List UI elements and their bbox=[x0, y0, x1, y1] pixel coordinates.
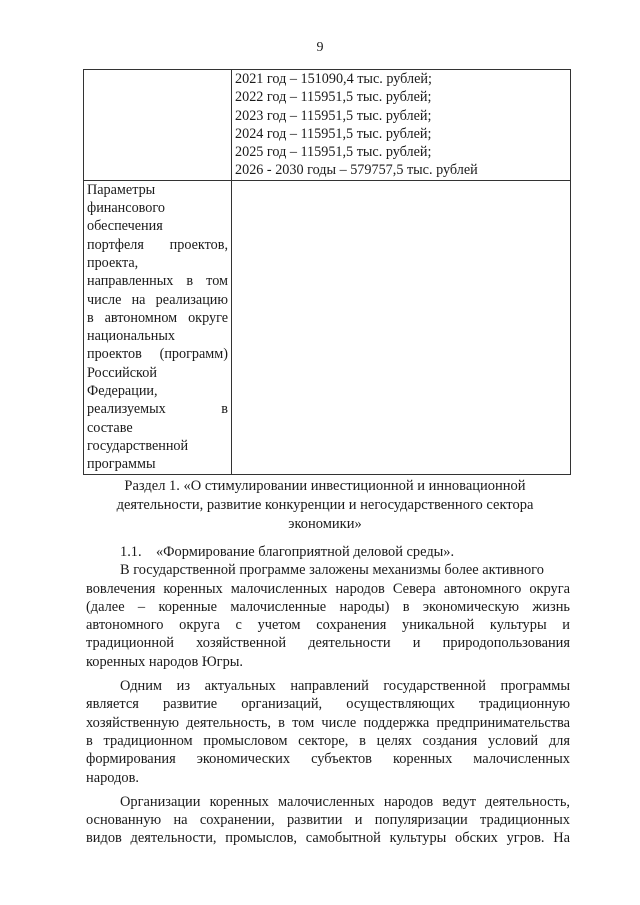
paragraph-line: автономного округа с учетом сохранения уникальной культуры и bbox=[86, 617, 570, 634]
table-cell-empty bbox=[84, 70, 232, 181]
financing-line: 2026 - 2030 годы – 579757,5 тыс. рублей bbox=[235, 162, 478, 179]
financing-line: 2023 год – 115951,5 тыс. рублей; bbox=[235, 107, 432, 124]
param-label-line: программы bbox=[87, 456, 156, 473]
financing-line: 2025 год – 115951,5 тыс. рублей; bbox=[235, 144, 432, 161]
paragraph-line: (далее – коренные малочисленные народы) в экономическую жизнь bbox=[86, 598, 570, 615]
paragraph-line: В государственной программе заложены механизмы более активного bbox=[120, 562, 544, 579]
param-label-line: Российской bbox=[87, 364, 157, 381]
paragraph-line: коренных народов Югры. bbox=[86, 653, 244, 670]
param-label-line: числе на реализацию bbox=[87, 291, 228, 308]
param-label-line: обеспечения bbox=[87, 218, 163, 235]
param-label-line: проектов (программ) bbox=[87, 346, 228, 363]
paragraph bbox=[86, 793, 570, 848]
paragraph-line: вовлечения коренных малочисленных народов Севера автономного округа bbox=[86, 580, 570, 597]
param-label-line: проекта, bbox=[87, 254, 139, 271]
paragraph-line: Одним из актуальных направлений государственной программы bbox=[120, 678, 570, 695]
financing-line: 2024 год – 115951,5 тыс. рублей; bbox=[235, 125, 432, 142]
program-parameters-table bbox=[83, 69, 571, 475]
financing-line: 2021 год – 151090,4 тыс. рублей; bbox=[235, 71, 432, 87]
param-label-line: направленных в том bbox=[87, 273, 228, 290]
section-title-line: экономики» bbox=[288, 516, 362, 532]
param-label-cell bbox=[84, 180, 232, 474]
paragraph-line: народов. bbox=[86, 769, 139, 786]
param-label-line: реализуемых в bbox=[87, 401, 228, 418]
param-label-line: государственной bbox=[87, 437, 189, 454]
paragraph-line: Организации коренных малочисленных народов ведут деятельность, bbox=[120, 793, 570, 810]
paragraph bbox=[86, 561, 570, 671]
param-label-line: в автономном округе bbox=[87, 309, 228, 326]
page-number: 9 bbox=[316, 40, 324, 55]
section-title-line: Раздел 1. «О стимулировании инвестиционной и инновационной bbox=[124, 478, 526, 494]
paragraph-line: в традиционном промысловом секторе, в целях создания условий для bbox=[86, 732, 570, 749]
subheading: 1.1. «Формирование благоприятной деловой среды». bbox=[120, 544, 455, 560]
financing-cell bbox=[232, 70, 571, 181]
paragraph-line: является развитие организаций, осуществляющих традиционную bbox=[86, 696, 570, 713]
table-row bbox=[84, 180, 571, 474]
param-label-line: портфеля проектов, bbox=[87, 236, 228, 253]
paragraph-line: формирования экономических субъектов коренных малочисленных bbox=[86, 751, 570, 768]
section-title-line: деятельности, развитие конкуренции и негосударственного сектора bbox=[116, 497, 534, 513]
body-text bbox=[86, 543, 570, 848]
table-row bbox=[84, 70, 571, 181]
paragraph-line: основанную на сохранении, развитии и популяризации традиционных bbox=[86, 812, 570, 829]
paragraph bbox=[86, 677, 570, 787]
param-label-line: Федерации, bbox=[87, 383, 158, 400]
param-label-line: составе bbox=[87, 419, 133, 436]
param-label-line: национальных bbox=[87, 328, 175, 345]
paragraph-line: хозяйственную деятельность, в том числе поддержка предпринимательства bbox=[86, 714, 570, 731]
param-label-line: финансового bbox=[87, 200, 165, 217]
paragraph-line: традиционной хозяйственной деятельности и природопользования bbox=[86, 635, 570, 652]
section-title bbox=[90, 477, 560, 534]
financing-line: 2022 год – 115951,5 тыс. рублей; bbox=[235, 89, 432, 106]
paragraph-line: видов деятельности, промыслов, самобытной культуры обских угров. На bbox=[86, 830, 570, 847]
param-label-line: Параметры bbox=[87, 181, 156, 198]
param-value-cell bbox=[232, 180, 571, 474]
